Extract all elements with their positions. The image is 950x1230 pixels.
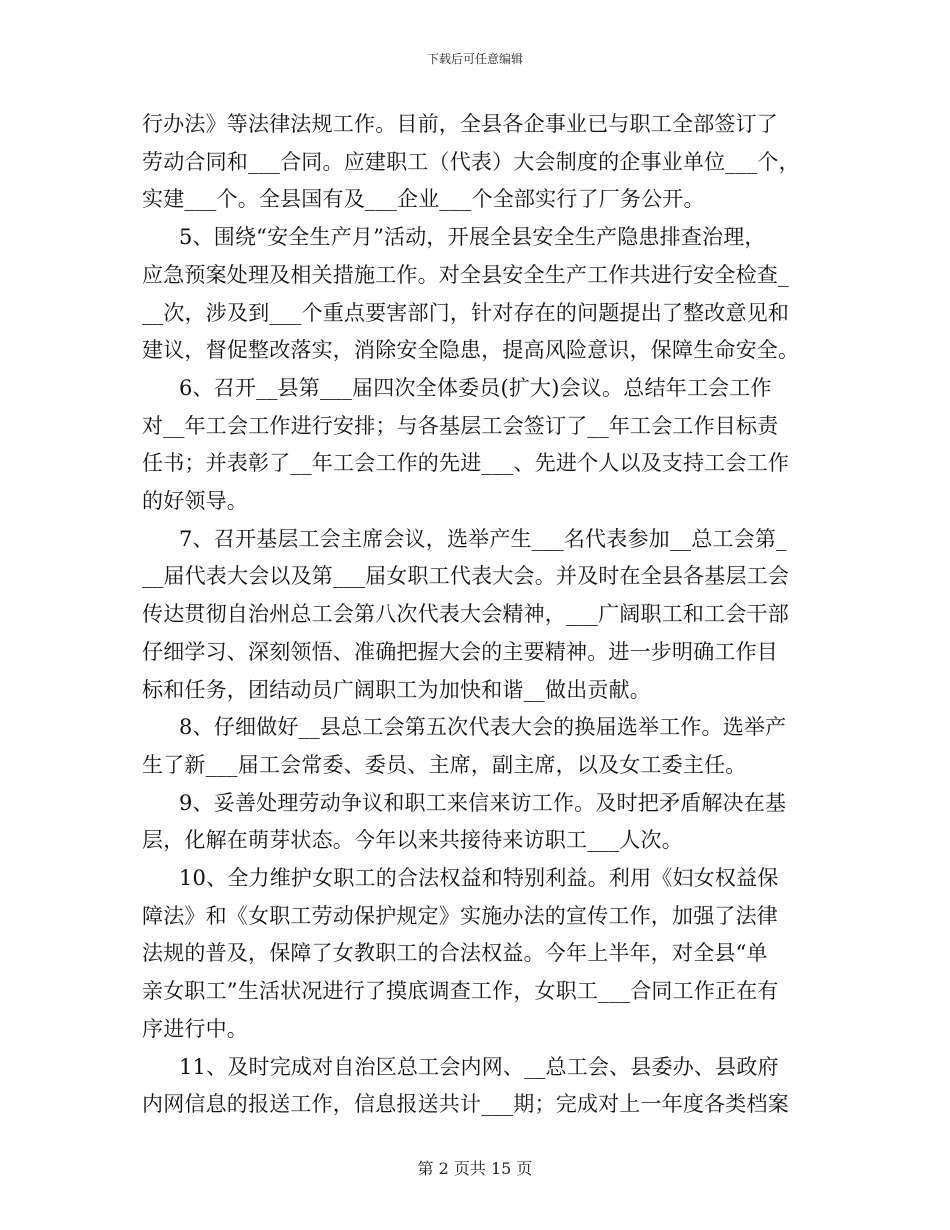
text-line: 劳动合同和___合同。应建职工（代表）大会制度的企事业单位___个， [142, 149, 800, 174]
text-line: 的好领导。 [142, 489, 248, 514]
text-line: 层，化解在萌芽状态。今年以来共接待来访职工___人次。 [142, 828, 683, 853]
text-line: 序进行中。 [142, 1016, 248, 1041]
text-line: 亲女职工”生活状况进行了摸底调查工作，女职工___合同工作正在有 [142, 979, 779, 1004]
text-line: __届代表大会以及第___届女职工代表大会。并及时在全县各基层工会 [142, 564, 790, 589]
text-line: 7、召开基层工会主席会议，选举产生___名代表参加__总工会第_ [179, 526, 787, 551]
text-line: 传达贯彻自治州总工会第八次代表大会精神，___广阔职工和工会干部 [142, 602, 789, 627]
text-line: 11、及时完成对自治区总工会内网、__总工会、县委办、县政府 [179, 1054, 779, 1079]
text-line: 实建___个。全县国有及___企业___个全部实行了厂务公开。 [142, 187, 705, 212]
text-line: 5、围绕“安全生产月”活动，开展全县安全生产隐患排查治理， [179, 225, 766, 250]
text-line: 对__年工会工作进行安排；与各基层工会签订了__年工会工作目标责 [142, 413, 779, 438]
document-body [142, 106, 810, 1124]
text-line: 标和任务，团结动员广阔职工为加快和谐__做出贡献。 [142, 677, 651, 702]
text-line: 内网信息的报送工作，信息报送共计___期；完成对上一年度各类档案 [142, 1092, 789, 1117]
text-line: 障法》和《女职工劳动保护规定》实施办法的宣传工作，加强了法律 [142, 903, 778, 928]
text-line: 生了新___届工会常委、委员、主席，副主席，以及女工委主任。 [142, 752, 747, 777]
text-line: 10、全力维护女职工的合法权益和特别利益。利用《妇女权益保 [179, 866, 779, 891]
text-line: 6、召开__县第___届四次全体委员(扩大)会议。总结年工会工作 [179, 375, 772, 400]
text-line: 应急预案处理及相关措施工作。对全县安全生产工作共进行安全检查_ [142, 262, 789, 287]
text-line: 任书；并表彰了__年工会工作的先进___、先进个人以及支持工会工作 [142, 451, 790, 476]
page-footer: 第 2 页共 15 页 [417, 1159, 533, 1178]
text-line: 8、仔细做好__县总工会第五次代表大会的换届选举工作。选举产 [179, 715, 787, 740]
text-line: 仔细学习、深刻领悟、准确把握大会的主要精神。进一步明确工作目 [142, 639, 778, 664]
text-line: 9、妥善处理劳动争议和职工来信来访工作。及时把矛盾解决在基 [179, 790, 787, 815]
text-line: 法规的普及，保障了女教职工的合法权益。今年上半年，对全县“单 [142, 941, 768, 966]
text-line: 行办法》等法律法规工作。目前，全县各企事业已与职工全部签订了 [142, 112, 778, 136]
page-header: 下载后可任意编辑 [426, 52, 523, 66]
text-line: __次，涉及到___个重点要害部门，针对存在的问题提出了整改意见和 [142, 300, 790, 325]
text-line: 建议，督促整改落实，消除安全隐患，提高风险意识，保障生命安全。 [142, 338, 800, 363]
